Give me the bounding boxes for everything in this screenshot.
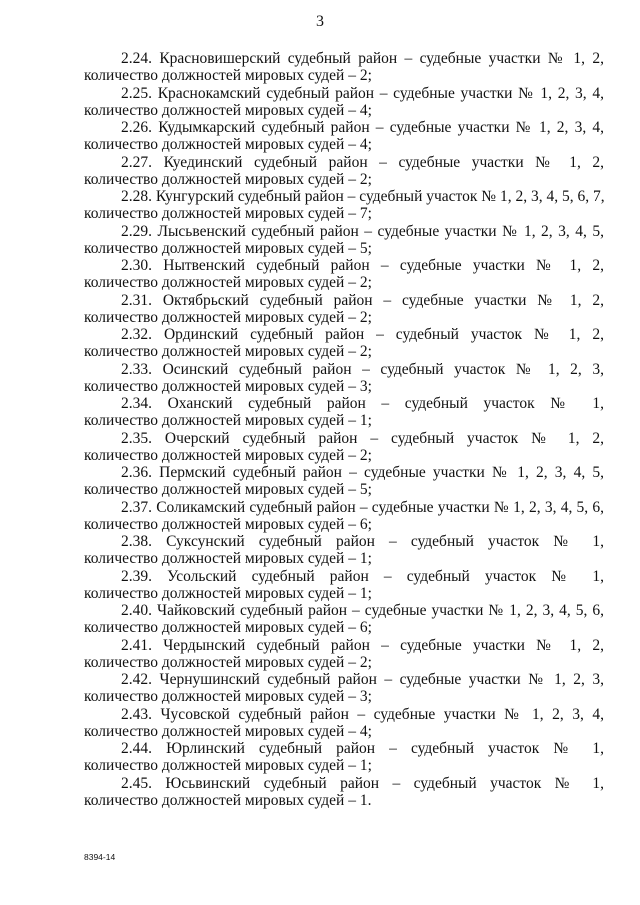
- list-item: [84, 154, 604, 189]
- list-item: [84, 223, 604, 258]
- list-item: [84, 568, 604, 603]
- entry-text: Усольский судебный район – судебный участок № 1,: [167, 567, 605, 585]
- list-item: [84, 740, 604, 775]
- entry-second-line: количество должностей мировых судей – 3;: [84, 688, 372, 706]
- entry-number: 2.30.: [121, 257, 152, 274]
- entry-number: 2.31.: [121, 291, 152, 309]
- entry-text: Юсьвинский судебный район – судебный участок № 1,: [165, 774, 604, 792]
- entry-text: Кудымкарский судебный район – судебные участки № 1, 2, 3, 4,: [158, 119, 605, 136]
- list-item: [84, 85, 604, 120]
- entry-text: Чайковский судебный район – судебные участки № 1, 2, 3, 4, 5, 6,: [157, 602, 604, 619]
- entry-first-line: [84, 223, 604, 240]
- list-item: [84, 775, 604, 810]
- district-list: [84, 50, 604, 809]
- entry-number: 2.44.: [121, 740, 152, 757]
- entry-number: 2.39.: [121, 567, 152, 585]
- entry-second-line: количество должностей мировых судей – 4;: [84, 136, 372, 154]
- entry-second-line: количество должностей мировых судей – 1;: [84, 757, 372, 775]
- entry-text: Чернушинский судебный район – судебные участки № 1, 2, 3,: [159, 671, 605, 688]
- list-item: [84, 361, 604, 396]
- entry-first-line: [84, 671, 604, 688]
- list-item: [84, 533, 604, 568]
- entry-number: 2.45.: [121, 774, 152, 792]
- entry-text: Ординский судебный район – судебный участок № 1, 2,: [163, 326, 604, 343]
- entry-number: 2.34.: [121, 395, 152, 412]
- entry-first-line: [84, 326, 604, 343]
- entry-second-line: количество должностей мировых судей – 6;: [84, 619, 372, 637]
- entry-text: Чусовской судебный район – судебные участки № 1, 2, 3, 4,: [160, 705, 604, 723]
- list-item: [84, 499, 604, 534]
- entry-second-line: количество должностей мировых судей – 5;: [84, 239, 372, 257]
- list-item: [84, 395, 604, 430]
- entry-number: 2.28.: [121, 188, 152, 205]
- entry-text: Пермский судебный район – судебные участки № 1, 2, 3, 4, 5,: [159, 464, 605, 481]
- entry-second-line: количество должностей мировых судей – 2;: [84, 67, 372, 85]
- entry-number: 2.33.: [121, 360, 152, 378]
- entry-second-line: количество должностей мировых судей – 2;: [84, 170, 372, 188]
- entry-number: 2.37.: [121, 498, 152, 516]
- entry-number: 2.29.: [121, 222, 152, 240]
- entry-second-line: количество должностей мировых судей – 6;: [84, 515, 372, 533]
- page-number: 3: [316, 13, 324, 30]
- entry-first-line: [84, 464, 604, 481]
- entry-second-line: количество должностей мировых судей – 1.: [84, 791, 372, 809]
- entry-first-line: [84, 775, 604, 792]
- entry-second-line: количество должностей мировых судей – 2;: [84, 343, 372, 361]
- entry-text: Куединский судебный район – судебные участки № 1, 2,: [163, 153, 605, 171]
- entry-first-line: [84, 568, 604, 585]
- list-item: [84, 119, 604, 154]
- entry-first-line: [84, 154, 604, 171]
- entry-first-line: [84, 430, 604, 447]
- entry-text: Нытвенский судебный район – судебные участки № 1, 2,: [163, 257, 604, 274]
- entry-text: Суксунский судебный район – судебный участок № 1,: [166, 533, 604, 550]
- entry-second-line: количество должностей мировых судей – 2;: [84, 446, 372, 464]
- list-item: [84, 257, 604, 292]
- entry-first-line: [84, 395, 604, 412]
- entry-number: 2.35.: [121, 429, 152, 447]
- entry-number: 2.36.: [121, 464, 152, 481]
- entry-text: Юрлинский судебный район – судебный участок № 1,: [166, 740, 604, 757]
- entry-first-line: [84, 85, 604, 102]
- entry-number: 2.27.: [121, 153, 152, 171]
- entry-number: 2.32.: [121, 326, 152, 343]
- entry-number: 2.40.: [121, 602, 152, 619]
- entry-first-line: [84, 361, 604, 378]
- entry-number: 2.24.: [121, 50, 152, 67]
- entry-first-line: [84, 292, 604, 309]
- entry-text: Кунгурский судебный район – судебный участок № 1, 2, 3, 4, 5, 6, 7,: [155, 188, 605, 205]
- list-item: [84, 188, 604, 223]
- entry-second-line: количество должностей мировых судей – 1;: [84, 412, 372, 430]
- list-item: [84, 671, 604, 706]
- entry-number: 2.26.: [121, 119, 152, 136]
- entry-number: 2.25.: [121, 84, 152, 102]
- entry-first-line: [84, 50, 604, 67]
- entry-text: Осинский судебный район – судебный участок № 1, 2, 3,: [162, 360, 604, 378]
- entry-second-line: количество должностей мировых судей – 5;: [84, 481, 372, 499]
- entry-first-line: [84, 257, 604, 274]
- entry-second-line: количество должностей мировых судей – 2;: [84, 274, 372, 292]
- entry-first-line: [84, 740, 604, 757]
- list-item: [84, 602, 604, 637]
- list-item: [84, 706, 604, 741]
- entry-number: 2.42.: [121, 671, 152, 688]
- entry-number: 2.43.: [121, 705, 152, 723]
- list-item: [84, 292, 604, 327]
- entry-first-line: [84, 119, 604, 136]
- entry-second-line: количество должностей мировых судей – 2;: [84, 653, 372, 671]
- entry-text: Красновишерский судебный район – судебные участки № 1, 2,: [159, 50, 605, 67]
- entry-first-line: [84, 637, 604, 654]
- entry-number: 2.41.: [121, 636, 152, 654]
- entry-second-line: количество должностей мировых судей – 4;: [84, 722, 372, 740]
- entry-text: Соликамский судебный район – судебные участки № 1, 2, 3, 4, 5, 6,: [156, 498, 604, 516]
- entry-text: Чердынский судебный район – судебные участки № 1, 2,: [163, 636, 604, 654]
- list-item: [84, 50, 604, 85]
- entry-text: Октябрьский судебный район – судебные участки № 1, 2,: [162, 291, 605, 309]
- list-item: [84, 326, 604, 361]
- entry-first-line: [84, 533, 604, 550]
- entry-first-line: [84, 706, 604, 723]
- entry-second-line: количество должностей мировых судей – 1;: [84, 584, 372, 602]
- entry-first-line: [84, 499, 604, 516]
- entry-second-line: количество должностей мировых судей – 1;: [84, 550, 372, 568]
- entry-second-line: количество должностей мировых судей – 4;: [84, 101, 372, 119]
- document-code: 8394-14: [84, 852, 116, 862]
- entry-second-line: количество должностей мировых судей – 3;: [84, 377, 372, 395]
- list-item: [84, 637, 604, 672]
- entry-text: Оханский судебный район – судебный участок № 1,: [167, 395, 604, 412]
- entry-second-line: количество должностей мировых судей – 2;: [84, 308, 372, 326]
- entry-text: Лысьвенский судебный район – судебные участки № 1, 2, 3, 4, 5,: [157, 222, 605, 240]
- list-item: [84, 464, 604, 499]
- entry-first-line: [84, 602, 604, 619]
- entry-first-line: [84, 188, 604, 205]
- list-item: [84, 430, 604, 465]
- entry-number: 2.38.: [121, 533, 152, 550]
- entry-text: Краснокамский судебный район – судебные участки № 1, 2, 3, 4,: [157, 84, 605, 102]
- entry-second-line: количество должностей мировых судей – 7;: [84, 205, 372, 223]
- entry-text: Очерский судебный район – судебный участок № 1, 2,: [164, 429, 605, 447]
